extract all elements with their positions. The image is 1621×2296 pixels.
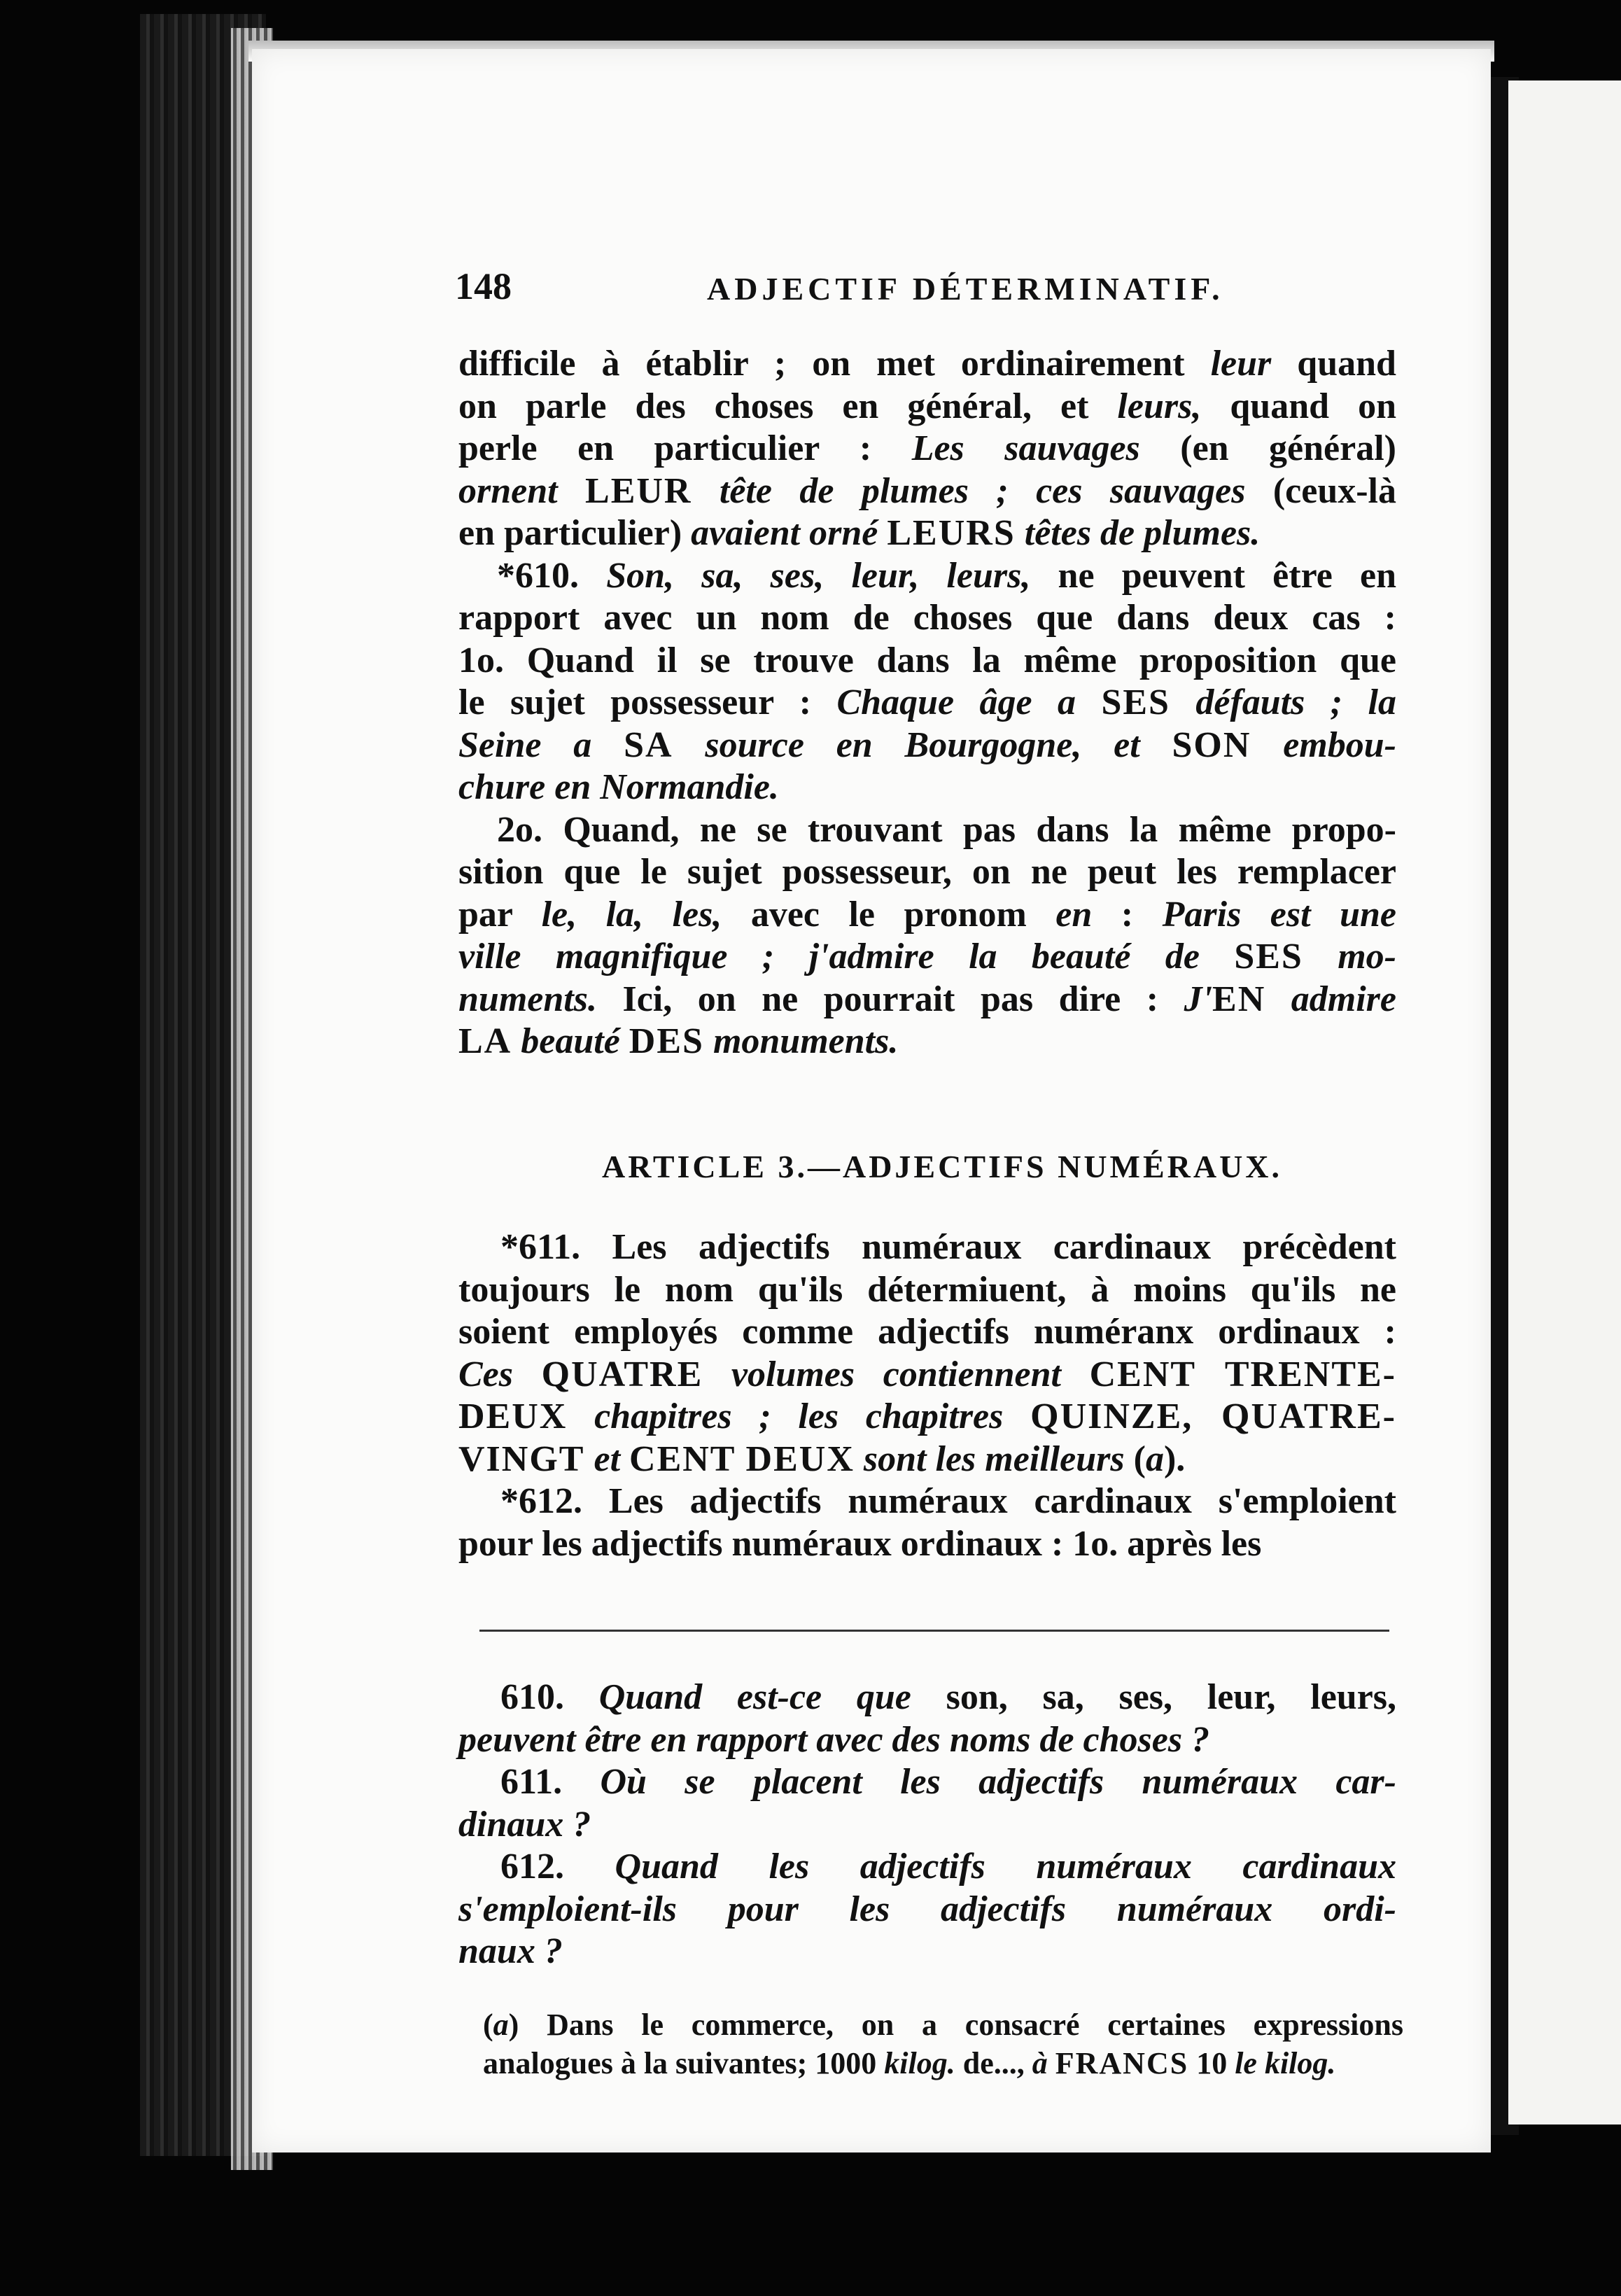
italic-run: ville magnifique ; j'admire la beauté de [458, 937, 1235, 976]
review-questions [458, 1676, 1396, 1973]
text-line [458, 1804, 1396, 1847]
text-run: 10 [1188, 2046, 1235, 2080]
para-continuation [458, 343, 1396, 555]
text-line [458, 555, 1396, 598]
text-line [458, 1480, 1396, 1523]
italic-run: Ces [458, 1354, 542, 1394]
text-run: 2o. Quand, ne se trouvant pas dans la même propo- [497, 809, 1396, 850]
small-caps-run: FRANCS [1055, 2046, 1189, 2080]
text-run: ) Dans le commerce, on a consacré certaines expressions [508, 2008, 1403, 2042]
text-run: en particulier) [458, 513, 692, 553]
italic-run: Où se placent les adjectifs numéraux car- [600, 1762, 1396, 1802]
text-run: *611. Les adjectifs numéraux cardinaux précèdent [500, 1227, 1396, 1267]
text-line [458, 597, 1396, 640]
page-number: 148 [455, 265, 512, 307]
text-line [458, 1021, 1396, 1063]
italic-run: dinaux ? [458, 1804, 591, 1844]
text-run: pour les adjectifs numéraux ordinaux : 1o. après les [458, 1523, 1262, 1564]
italic-run: monuments. [703, 1021, 899, 1061]
text-run: ( [1124, 1438, 1146, 1479]
text-line [458, 1354, 1396, 1396]
small-caps-run: SES [1234, 937, 1303, 976]
italic-run: Les sauvages [911, 428, 1140, 468]
text-run: (en général) [1139, 428, 1396, 468]
small-caps-run: CENT DEUX [629, 1438, 855, 1479]
text-run: Ici, on ne pourrait pas dire : [596, 979, 1184, 1019]
italic-run: leurs, [1117, 386, 1202, 426]
text-line [458, 1438, 1396, 1481]
text-run: (ceux-là [1245, 470, 1396, 511]
italic-run: embou- [1251, 724, 1396, 765]
italic-run: Quand est-ce que [598, 1677, 911, 1717]
text-line [458, 1889, 1396, 1931]
italic-run: leur [1210, 344, 1272, 384]
small-caps-run: LEURS [887, 513, 1016, 553]
small-caps-run: SON [1172, 724, 1251, 765]
italic-run: numents. [458, 979, 597, 1019]
small-caps-run: QUINZE, QUATRE- [1030, 1396, 1396, 1436]
para-611 [458, 1226, 1396, 1480]
italic-run: beauté [512, 1021, 629, 1061]
italic-run: têtes de plumes. [1015, 513, 1261, 553]
italic-run: chapitres ; les chapitres [567, 1396, 1031, 1436]
text-line [458, 809, 1396, 852]
text-line [458, 1523, 1396, 1566]
italic-run: le, la, les, [541, 894, 722, 934]
text-run: 611. [500, 1762, 601, 1802]
text-run: avec le pronom [722, 894, 1056, 934]
small-caps-run: EN [1212, 979, 1266, 1019]
paragraph-continued [458, 343, 1396, 1063]
italic-run: volumes contiennent [703, 1354, 1090, 1394]
text-run [1048, 2046, 1055, 2080]
text-line [458, 1396, 1396, 1438]
text-line [458, 1226, 1396, 1269]
text-run: sition que le sujet possesseur, on ne peut les remplacer [458, 852, 1396, 892]
text-line [458, 766, 1396, 809]
text-run: : [1092, 894, 1163, 934]
small-caps-run: SA [624, 724, 673, 765]
italic-run: chure en Normandie. [458, 767, 779, 807]
italic-run: le kilog. [1235, 2046, 1336, 2080]
text-run: difficile à établir ; on met ordinairement [458, 344, 1211, 384]
small-caps-run: LEUR [585, 470, 692, 511]
text-run: ). [1163, 1438, 1186, 1479]
italic-run: J' [1184, 979, 1213, 1019]
text-line [458, 1311, 1396, 1354]
questions-list [458, 1676, 1396, 1973]
text-run: 612. [500, 1847, 615, 1886]
text-line [458, 724, 1396, 767]
text-run: *610. [497, 555, 607, 596]
text-run: son, sa, ses, leur, leurs, [911, 1677, 1397, 1717]
para-610 [458, 555, 1396, 809]
text-run: analogues à la suivantes; 1000 [483, 2046, 885, 2080]
text-run: perle en particulier : [458, 428, 912, 468]
italic-run: peuvent être en rapport avec des noms de choses ? [458, 1719, 1210, 1760]
text-line [458, 343, 1396, 386]
text-line [458, 979, 1396, 1021]
text-run: rapport avec un nom de choses que dans deux cas : [458, 598, 1396, 638]
small-caps-run: DEUX [458, 1396, 568, 1436]
text-run: 1o. Quand il se trouve dans la même proposition que [458, 640, 1396, 680]
italic-run: a [493, 2008, 509, 2042]
text-line [458, 512, 1396, 555]
small-caps-run: CENT TRENTE- [1089, 1354, 1397, 1394]
text-line [458, 1719, 1396, 1762]
text-run: par [458, 894, 542, 934]
text-run: 610. [500, 1677, 599, 1717]
italic-run: s'emploient-ils pour les adjectifs numéraux ordi- [458, 1889, 1396, 1929]
text-run: quand on [1201, 386, 1396, 426]
text-line [458, 386, 1396, 428]
italic-run: en [1055, 894, 1093, 934]
para-610-second-case [458, 809, 1396, 1063]
italic-run: Seine a [458, 724, 624, 765]
small-caps-run: QUATRE [541, 1354, 703, 1394]
text-line [458, 1676, 1396, 1719]
italic-run: défauts ; la [1170, 682, 1396, 722]
text-run: toujours le nom qu'ils détermiuent, à moins qu'ils ne [458, 1269, 1396, 1310]
italic-run: ornent [458, 470, 586, 511]
text-line [483, 2005, 1403, 2044]
para-612 [458, 1480, 1396, 1565]
small-caps-run: LA [458, 1021, 512, 1061]
text-line [458, 428, 1396, 470]
italic-run: Paris est une [1162, 894, 1396, 934]
small-caps-run: VINGT [458, 1438, 585, 1479]
text-run: ( [483, 2008, 493, 2042]
italic-run: avaient orné [691, 513, 887, 553]
footnote [483, 2005, 1403, 2082]
text-run: *612. Les adjectifs numéraux cardinaux s'emploient [500, 1481, 1396, 1521]
text-line [483, 2044, 1403, 2082]
small-caps-run: DES [629, 1021, 704, 1061]
text-line [458, 640, 1396, 682]
text-run: le sujet possesseur : [458, 682, 837, 722]
text-line [458, 682, 1396, 724]
text-run: soient employés comme adjectifs numéranx ordinaux : [458, 1312, 1396, 1352]
text-line [458, 1846, 1396, 1889]
italic-run: admire [1265, 979, 1396, 1019]
italic-run: sont les meilleurs [854, 1438, 1125, 1479]
text-run: de..., [955, 2046, 1032, 2080]
article-3-body [458, 1226, 1396, 1565]
text-line [458, 851, 1396, 894]
small-caps-run: SES [1101, 682, 1170, 722]
footnote-divider [479, 1630, 1389, 1632]
text-line [458, 894, 1396, 937]
italic-run: kilog. [884, 2046, 955, 2080]
italic-run: à [1032, 2046, 1048, 2080]
italic-run: a [1145, 1438, 1164, 1479]
running-title: ADJECTIF DÉTERMINATIF. [707, 271, 1224, 307]
text-run: ne peuvent être en [1030, 555, 1396, 596]
text-line [458, 470, 1396, 513]
next-page-strip [1508, 80, 1621, 2124]
italic-run: et [584, 1438, 630, 1479]
article-heading: ARTICLE 3.—ADJECTIFS NUMÉRAUX. [602, 1149, 1283, 1184]
text-line [458, 1931, 1396, 1973]
text-line [458, 1761, 1396, 1804]
text-run: on parle des choses en général, et [458, 386, 1118, 426]
text-line [458, 936, 1396, 979]
italic-run: mo- [1303, 937, 1396, 976]
italic-run: Son, sa, ses, leur, leurs, [606, 555, 1031, 596]
italic-run: Quand les adjectifs numéraux cardinaux [615, 1847, 1396, 1886]
text-run: quand [1271, 344, 1396, 384]
italic-run: source en Bourgogne, et [673, 724, 1172, 765]
italic-run: Chaque âge a [836, 682, 1102, 722]
text-line [458, 1269, 1396, 1312]
running-header [455, 265, 1393, 314]
italic-run: naux ? [458, 1931, 563, 1971]
footnote-text [483, 2005, 1403, 2082]
italic-run: tête de plumes ; ces sauvages [692, 470, 1246, 511]
